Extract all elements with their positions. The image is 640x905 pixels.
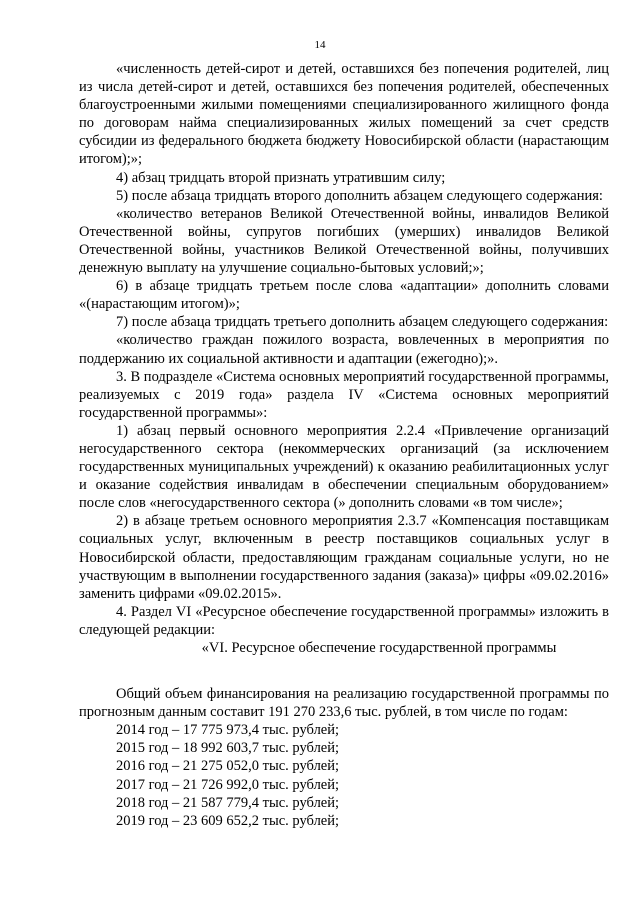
budget-line-2015: 2015 год – 18 992 603,7 тыс. рублей; xyxy=(116,740,340,757)
section-spacer xyxy=(79,657,609,685)
budget-line-2014: 2014 год – 17 775 973,4 тыс. рублей; xyxy=(116,722,340,739)
budget-list xyxy=(79,721,609,830)
page-number: 14 xyxy=(314,39,326,51)
paragraph-subitem-2: 2) в абзаце третьем основного мероприятия 2.3.7 «Компенсация поставщикам социальных услуг, включенным в реестр поставщиков социальных услуг в Новосибирской области, предоставляющим гражданам социальные услуги, но не участвующим в выполнении государственного задания (заказа)» цифры «09.02.2016» заменить цифрами «09.02.2015». xyxy=(79,513,609,602)
paragraph-veterans-indicator: «количество ветеранов Великой Отечественной войны, инвалидов Великой Отечественной войны, супругов погибших (умерших) инвалидов Великой Отечественной войны, участников Великой Отечественной войны, получивших денежную выплату на улучшение социально-бытовых условий;»; xyxy=(79,205,609,277)
budget-line-2018: 2018 год – 21 587 779,4 тыс. рублей; xyxy=(116,794,340,811)
funding-intro: Общий объем финансирования на реализацию государственной программы по прогнозным данным составит 191 270 233,6 тыс. рублей, в том числе по годам: xyxy=(79,686,609,721)
paragraph-item-4: 4) абзац тридцать второй признать утратившим силу; xyxy=(116,169,446,186)
budget-line-2019: 2019 год – 23 609 652,2 тыс. рублей; xyxy=(116,812,340,829)
budget-line-2016: 2016 год – 21 275 052,0 тыс. рублей; xyxy=(116,758,340,775)
budget-line-2017: 2017 год – 21 726 992,0 тыс. рублей; xyxy=(116,776,340,793)
paragraph-subitem-1: 1) абзац первый основного мероприятия 2.2.4 «Привлечение организаций негосударственного сектора (некоммерческих организаций (за исключением государственных муниципальных учреждений) к оказанию реабилитационных услуг и оказание содействия инвалидам в обеспечении специальным оборудованием» после слов «негосударственного сектора (» дополнить словами «в том числе»; xyxy=(79,422,609,512)
paragraph-section-4: 4. Раздел VI «Ресурсное обеспечение государственной программы» изложить в следующей редакции: xyxy=(79,603,609,638)
paragraph-orphans-indicator: «численность детей-сирот и детей, оставшихся без попечения родителей, лиц из числа детей-сирот и детей, оставшихся без попечения родителей, обеспеченных благоустроенными жилыми помещениями специализированного жилищного фонда по договорам найма специализированных жилых помещений за счет средств субсидии из федерального бюджета бюджету Новосибирской области (нарастающим итогом);»; xyxy=(79,61,609,168)
section-heading: «VI. Ресурсное обеспечение государственной программы xyxy=(201,640,557,656)
paragraph-item-6: 6) в абзаце тридцать третьем после слова «адаптации» дополнить словами «(нарастающим итогом)»; xyxy=(79,278,609,313)
paragraph-item-7: 7) после абзаца тридцать третьего дополнить абзацем следующего содержания: xyxy=(116,314,609,331)
paragraph-section-3: 3. В подразделе «Система основных мероприятий государственной программы, реализуемых с 2019 года» раздела IV «Система основных мероприятий государственной программы»: xyxy=(79,368,609,421)
paragraph-item-5: 5) после абзаца тридцать второго дополнить абзацем следующего содержания: xyxy=(116,187,603,204)
paragraph-elderly-indicator: «количество граждан пожилого возраста, вовлеченных в мероприятия по поддержанию их социальной активности и адаптации (ежегодно);». xyxy=(79,332,609,367)
document-body xyxy=(79,60,609,830)
